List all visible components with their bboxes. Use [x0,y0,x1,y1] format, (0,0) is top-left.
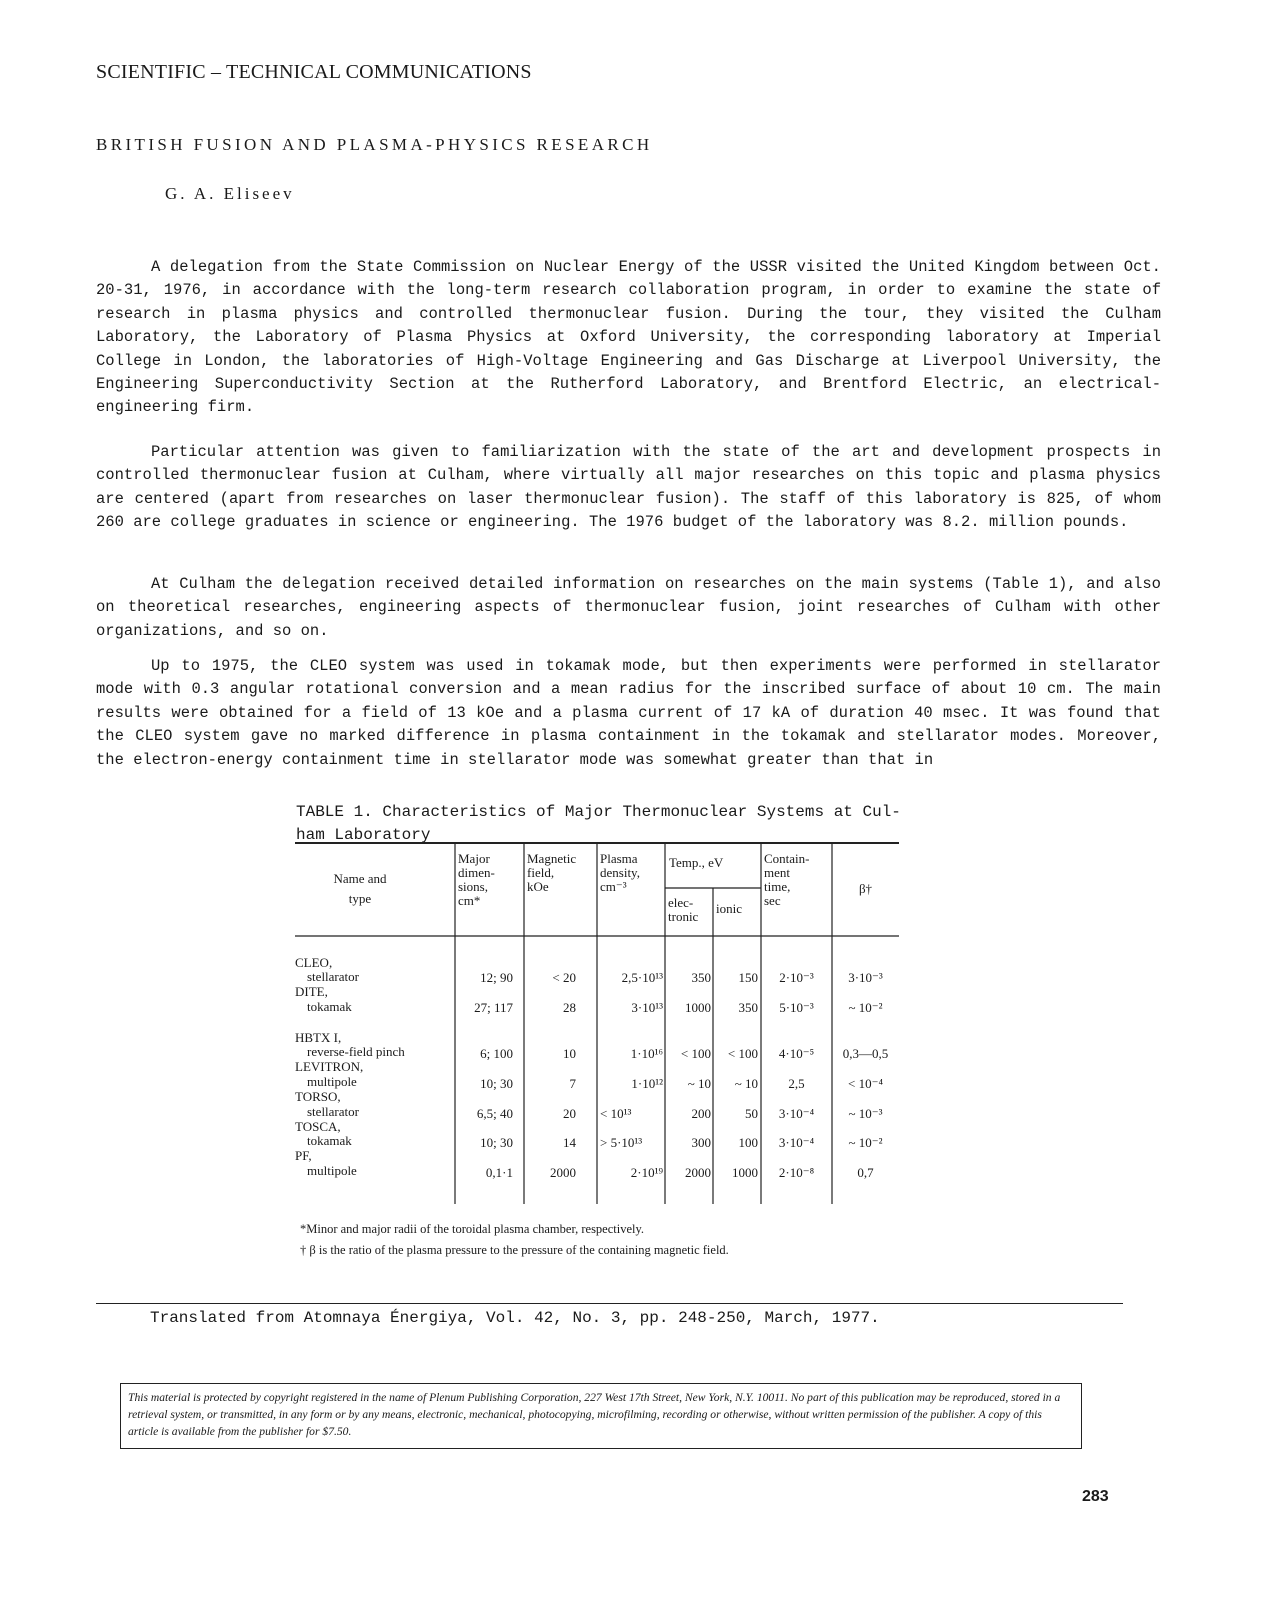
header-text: ment [764,865,790,880]
header-text: sions, [458,879,488,894]
cell-containment-time: 3·10⁻⁴ [778,1106,815,1121]
cell-field: 2000 [550,1165,576,1180]
table-caption-line-1: TABLE 1. Characteristics of Major Thermonuclear Systems at Cul- [296,803,901,821]
cell-name: DITE, [295,984,328,999]
col-header-density [600,852,640,894]
cell-density: 2,5·10¹³ [621,970,663,985]
header-text: cm⁻³ [600,879,627,894]
cell-beta: 0,7 [857,1165,874,1180]
cell-containment-time: 2·10⁻³ [779,970,814,985]
cell-temp-electronic: < 100 [680,1046,711,1061]
header-text: sec [764,893,781,908]
paragraph-text: Particular attention was given to familiarization with the state of the art and development prospects in controlled thermonuclear fusion at Culham, where virtually all major researches on this topic and plasma physics are centered (apart from researches on laser thermonuclear fusion). The staff of this laboratory is 825, of whom 260 are college graduates in science or engineering. The 1976 budget of the laboratory was 8.2. million pounds. [96,443,1161,532]
footnote-beta: † β is the ratio of the plasma pressure to the pressure of the containing magnetic field. [300,1243,729,1257]
cell-temp-electronic: 1000 [685,1000,711,1015]
cell-field: 14 [563,1135,576,1150]
cell-density: 1·10¹² [631,1076,663,1091]
cell-beta: ~ 10⁻² [848,1000,883,1015]
col-header-containment [764,852,810,908]
cell-containment-time: 2·10⁻⁸ [778,1165,815,1180]
header-text: Plasma [600,851,638,866]
cell-name: TOSCA, [295,1119,341,1134]
header-text: elec- [668,895,694,910]
header-text: type [348,891,372,906]
cell-type: multipole [307,1163,357,1178]
cell-name: HBTX I, [295,1030,342,1045]
cell-temp-electronic: 2000 [685,1165,711,1180]
systems-table [295,842,902,1206]
cell-temp-ionic: 150 [738,970,758,985]
cell-field: 28 [563,1000,576,1015]
col-header-field [527,852,576,894]
cell-beta: 0,3—0,5 [842,1046,889,1061]
cell-containment-time: 5·10⁻³ [779,1000,814,1015]
header-text: Contain- [764,851,810,866]
cell-name: TORSO, [295,1089,341,1104]
cell-dimensions: 6; 100 [480,1046,513,1061]
header-text: field, [527,865,555,880]
author: G. A. Eliseev [165,184,295,203]
footnote-dimensions: *Minor and major radii of the toroidal plasma chamber, respectively. [300,1222,645,1236]
header-text: tronic [668,909,699,924]
section-heading: SCIENTIFIC – TECHNICAL COMMUNICATIONS [96,61,532,83]
cell-dimensions: 12; 90 [480,970,513,985]
cell-beta: ~ 10⁻² [848,1135,883,1150]
cell-type: reverse-field pinch [307,1044,405,1059]
cell-type: tokamak [307,1133,352,1148]
cell-temp-ionic: ~ 10 [734,1076,758,1091]
cell-type: tokamak [307,999,352,1014]
cell-density: > 5·10¹³ [600,1135,643,1150]
body-paragraph-4 [96,655,1161,772]
cell-temp-electronic: 350 [691,970,711,985]
cell-containment-time: 2,5 [788,1076,805,1091]
cell-beta: ~ 10⁻³ [848,1106,883,1121]
cell-temp-ionic: 50 [745,1106,758,1121]
col-header-temp: Temp., eV [669,855,724,870]
cell-temp-ionic: 100 [738,1135,758,1150]
cell-name: CLEO, [295,955,333,970]
cell-dimensions: 0,1·1 [485,1165,513,1180]
page-number: 283 [1082,1488,1109,1505]
table-caption [296,801,956,847]
cell-temp-electronic: ~ 10 [687,1076,711,1091]
cell-density: < 10¹³ [600,1106,632,1121]
col-header-beta: β† [858,881,873,896]
cell-type: multipole [307,1074,357,1089]
body-paragraph-1 [96,256,1161,420]
cell-temp-ionic: < 100 [727,1046,758,1061]
table-caption-line-2: ham Laboratory [296,826,431,844]
col-header-dimensions [458,852,495,908]
cell-dimensions: 6,5; 40 [476,1106,513,1121]
col-header-electronic [668,896,698,924]
cell-name: LEVITRON, [295,1059,364,1074]
cell-temp-ionic: 1000 [732,1165,758,1180]
paragraph-text: Up to 1975, the CLEO system was used in tokamak mode, but then experiments were performed in stellarator mode with 0.3 angular rotational conversion and a mean radius for the inscribed surface of about 10 cm. The main results were obtained for a field of 13 kOe and a plasma current of 17 kA of duration 40 msec. It was found that the CLEO system gave no marked difference in plasma containment in the tokamak and stellarator modes. Moreover, the electron-energy containment time in stellarator mode was somewhat greater than that in [96,657,1161,769]
cell-temp-electronic: 300 [691,1135,711,1150]
paragraph-text: A delegation from the State Commission on Nuclear Energy of the USSR visited the United Kingdom between Oct. 20-31, 1976, in accordance with the long-term research collaboration program, in order to examine the state of research in plasma physics and controlled thermonuclear fusion. During the tour, they visited the Culham Laboratory, the Laboratory of Plasma Physics at Oxford University, the corresponding laboratory at Imperial College in London, the laboratories of High-Voltage Engineering and Gas Discharge at Liverpool University, the Engineering Superconductivity Section at the Rutherford Laboratory, and Brentford Electric, an electrical-engineering firm. [96,258,1161,417]
header-text: density, [600,865,640,880]
header-text: time, [764,879,791,894]
cell-field: 10 [563,1046,576,1061]
col-header-ionic: ionic [716,901,742,916]
header-text: kOe [527,879,549,894]
cell-beta: < 10⁻⁴ [848,1076,883,1091]
cell-containment-time: 4·10⁻⁵ [778,1046,815,1061]
footer-rule [96,1303,1123,1304]
cell-field: < 20 [552,970,576,985]
cell-name: PF, [295,1148,312,1163]
translation-note: Translated from Atomnaya Énergiya, Vol. 42, No. 3, pp. 248-250, March, 1977. [150,1309,880,1327]
paragraph-text: At Culham the delegation received detailed information on researches on the main systems (Table 1), and also on theoretical researches, engineering aspects of thermonuclear fusion, joint researches of Culham with other organizations, and so on. [96,575,1161,640]
header-text: dimen- [458,865,495,880]
copyright-notice: This material is protected by copyright registered in the name of Plenum Publishing Corporation, 227 West 17th Street, New York, N.Y. 10011. No part of this publication may be reproduced, stored in a retrieval system, or transmitted, in any form or by any means, electronic, mechanical, photocopying, microfilming, recording or otherwise, without written permission of the publisher. A copy of this article is available from the publisher for $7.50. [120,1383,1082,1449]
header-text: Magnetic [527,851,577,866]
header-text: Major [458,851,490,866]
body-paragraph-3 [96,573,1161,643]
cell-density: 2·10¹⁹ [630,1165,663,1180]
cell-temp-electronic: 200 [691,1106,711,1121]
cell-temp-ionic: 350 [738,1000,758,1015]
cell-type: stellarator [307,1104,359,1119]
cell-beta: 3·10⁻³ [848,970,883,985]
cell-density: 1·10¹⁶ [630,1046,663,1061]
cell-density: 3·10¹³ [631,1000,663,1015]
cell-field: 7 [569,1076,576,1091]
header-text: cm* [458,893,481,908]
cell-dimensions: 10; 30 [480,1076,513,1091]
cell-containment-time: 3·10⁻⁴ [778,1135,815,1150]
cell-type: stellarator [307,969,359,984]
header-text: Name and [333,871,387,886]
body-paragraph-2 [96,441,1161,535]
article-title: BRITISH FUSION AND PLASMA-PHYSICS RESEARCH [96,135,653,154]
col-header-name [295,872,425,906]
cell-dimensions: 10; 30 [480,1135,513,1150]
cell-field: 20 [563,1106,576,1121]
cell-dimensions: 27; 117 [474,1000,513,1015]
